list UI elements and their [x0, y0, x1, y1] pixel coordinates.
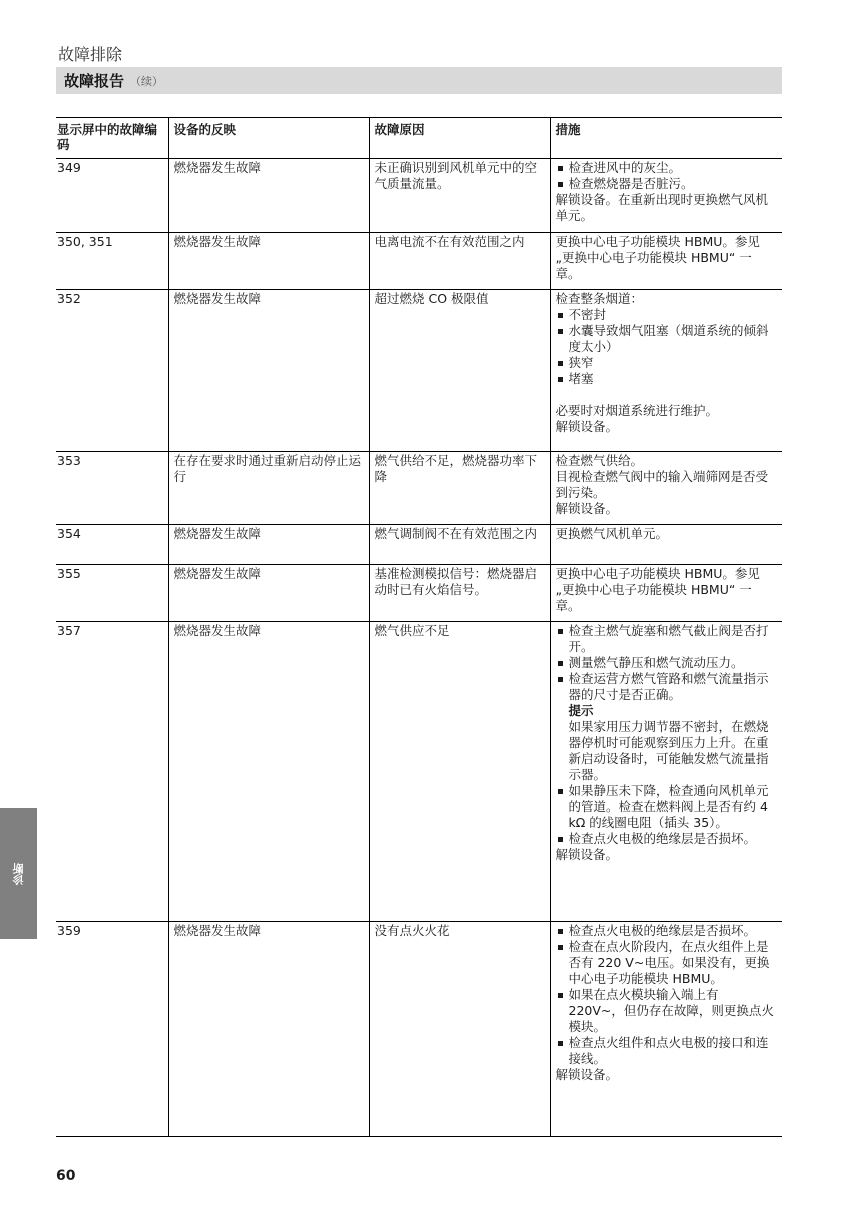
fault-cause: 未正确识别到风机单元中的空气质量流量。 [369, 159, 550, 233]
measures [550, 922, 782, 1137]
measure-bullet: 狭窄 [556, 355, 777, 371]
header-measures: 措施 [550, 118, 782, 159]
measure-bullet [556, 671, 777, 783]
measures [550, 452, 782, 525]
fault-cause: 燃气供给不足，燃烧器功率下降 [369, 452, 550, 525]
device-reaction: 燃烧器发生故障 [168, 159, 369, 233]
hint-text: 如果家用压力调节器不密封，在燃烧器停机时可能观察到压力上升。在重新启动设备时，可能触发燃气流量指示器。 [568, 719, 769, 782]
measure-bullet: 检查进风中的灰尘。 [556, 160, 777, 176]
measure-bullet: 如果静压未下降，检查通向风机单元的管道。检查在燃料阀上是否有约 4 kΩ 的线圈电阻（插头 35）。 [556, 783, 777, 831]
fault-code: 354 [56, 525, 168, 565]
fault-code: 359 [56, 922, 168, 1137]
table-row [56, 565, 782, 622]
section-title: 故障排除 [58, 45, 123, 64]
table-row [56, 452, 782, 525]
fault-code: 355 [56, 565, 168, 622]
measure-bullet: 水囊导致烟气阻塞（烟道系统的倾斜度太小） [556, 323, 777, 355]
measure-text: 更换中心电子功能模块 HBMU。参见„更换中心电子功能模块 HBMU“ 一章。 [555, 566, 760, 613]
measure-bullet: 堵塞 [556, 371, 777, 387]
measure-text: 解锁设备。 [555, 501, 619, 516]
device-reaction: 燃烧器发生故障 [168, 525, 369, 565]
table-row [56, 525, 782, 565]
measure-bullet-text: 检查运营方燃气管路和燃气流量指示器的尺寸是否正确。 [568, 671, 769, 702]
device-reaction: 燃烧器发生故障 [168, 622, 369, 922]
measure-bullets [556, 307, 777, 387]
report-title: 故障报告 [64, 72, 125, 90]
fault-code: 349 [56, 159, 168, 233]
header-fault-cause: 故障原因 [369, 118, 550, 159]
measure-bullet: 测量燃气静压和燃气流动压力。 [556, 655, 777, 671]
measure-text: 目视检查燃气阀中的输入端筛网是否受到污染。 [555, 469, 769, 500]
device-reaction: 燃烧器发生故障 [168, 290, 369, 452]
fault-cause: 基准检测模拟信号：燃烧器启动时已有火焰信号。 [369, 565, 550, 622]
measure-bullets [556, 160, 777, 192]
device-reaction: 燃烧器发生故障 [168, 233, 369, 290]
fault-code: 357 [56, 622, 168, 922]
fault-cause: 没有点火火花 [369, 922, 550, 1137]
measure-bullet: 检查在点火阶段内，在点火组件上是否有 220 V~电压。如果没有，更换中心电子功能模块 HBMU。 [556, 939, 777, 987]
table-row [56, 922, 782, 1137]
measure-text: 解锁设备。 [555, 1067, 619, 1082]
device-reaction: 在存在要求时通过重新启动停止运行 [168, 452, 369, 525]
measures [550, 525, 782, 565]
header-fault-code: 显示屏中的故障编码 [56, 118, 168, 159]
measure-bullet: 检查燃烧器是否脏污。 [556, 176, 777, 192]
measures [550, 622, 782, 922]
table-row [56, 622, 782, 922]
device-reaction: 燃烧器发生故障 [168, 565, 369, 622]
measure-text: 解锁设备。 [555, 847, 619, 862]
fault-cause: 电离电流不在有效范围之内 [369, 233, 550, 290]
table-header-row [56, 118, 782, 159]
fault-code: 353 [56, 452, 168, 525]
page-number: 60 [56, 1168, 76, 1184]
measure-text: 解锁设备。在重新出现时更换燃气风机单元。 [555, 192, 769, 223]
chapter-side-tab [0, 808, 37, 939]
fault-cause: 燃气供应不足 [369, 622, 550, 922]
measure-bullet: 检查点火电极的绝缘层是否损坏。 [556, 831, 777, 847]
table-row [56, 159, 782, 233]
measures [550, 233, 782, 290]
header-device-reaction: 设备的反映 [168, 118, 369, 159]
measure-bullet: 如果在点火模块输入端上有 220V~，但仍存在故障，则更换点火模块。 [556, 987, 777, 1035]
measures [550, 159, 782, 233]
measure-text: 检查整条烟道： [555, 291, 644, 306]
table-row [56, 290, 782, 452]
hint-title: 提示 [568, 703, 594, 718]
device-reaction: 燃烧器发生故障 [168, 922, 369, 1137]
measure-text: 更换燃气风机单元。 [555, 526, 669, 541]
report-continued-label: （续） [130, 74, 164, 88]
measure-text: 检查燃气供给。 [555, 453, 644, 468]
measure-text: 必要时对烟道系统进行维护。 [555, 403, 719, 418]
measure-text: 更换中心电子功能模块 HBMU。参见„更换中心电子功能模块 HBMU“ 一章。 [555, 234, 760, 281]
fault-code: 352 [56, 290, 168, 452]
measures [550, 290, 782, 452]
measure-bullets [556, 923, 777, 1067]
measure-bullets [556, 623, 777, 847]
measure-bullet: 检查点火电极的绝缘层是否损坏。 [556, 923, 777, 939]
chapter-side-tab-label: 诊断 [11, 862, 25, 885]
measure-bullet: 检查点火组件和点火电极的接口和连接线。 [556, 1035, 777, 1067]
measure-text: 解锁设备。 [555, 419, 619, 434]
fault-code: 350, 351 [56, 233, 168, 290]
measures [550, 565, 782, 622]
report-title-bar [56, 67, 782, 94]
table-row [56, 233, 782, 290]
fault-report-table [56, 117, 782, 1137]
measure-bullet: 检查主燃气旋塞和燃气截止阀是否打开。 [556, 623, 777, 655]
measure-bullet: 不密封 [556, 307, 777, 323]
fault-cause: 燃气调制阀不在有效范围之内 [369, 525, 550, 565]
fault-cause: 超过燃烧 CO 极限值 [369, 290, 550, 452]
